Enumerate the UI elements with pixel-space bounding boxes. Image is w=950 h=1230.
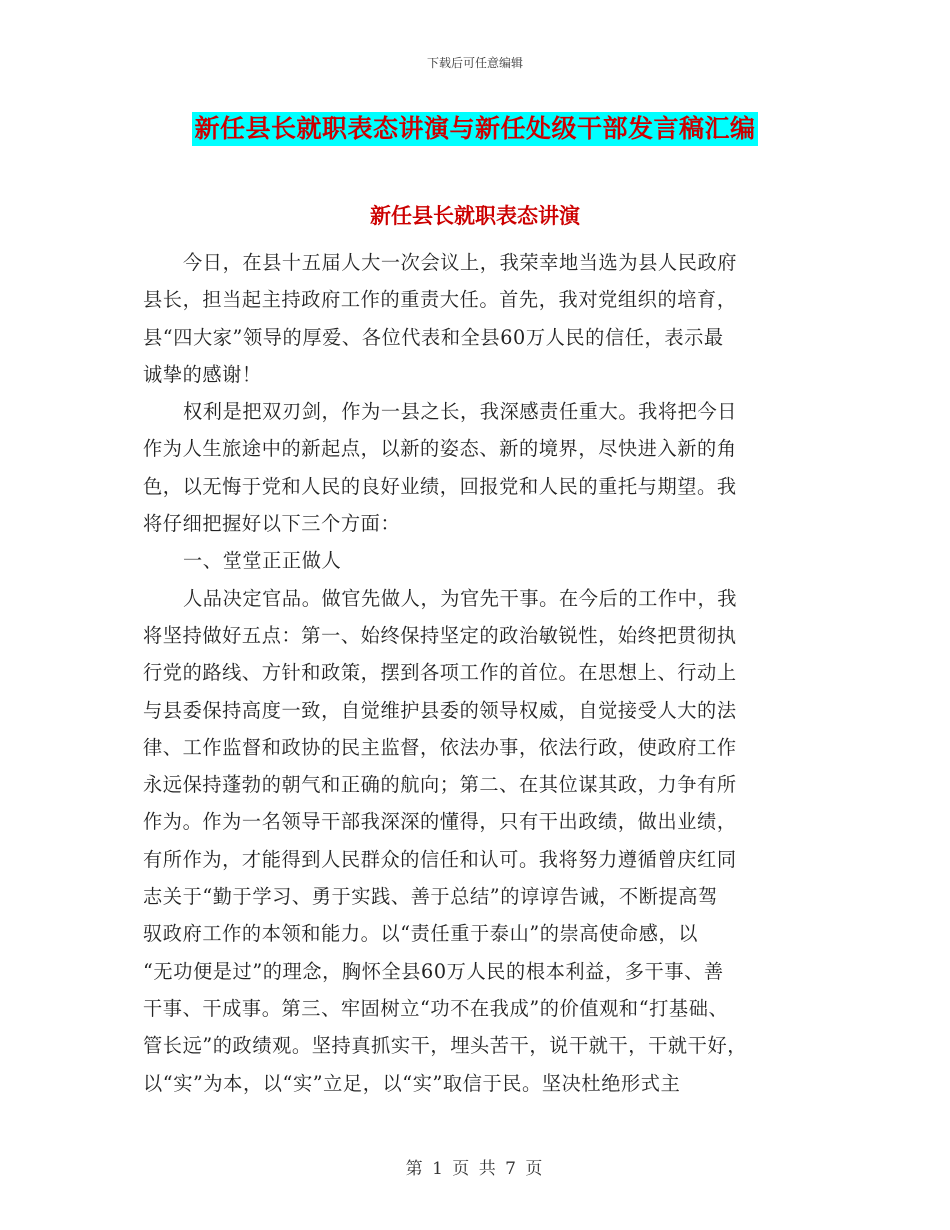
body-text-line: 将仔细把握好以下三个方面： bbox=[143, 512, 401, 536]
body-text-line: 以“实”为本，以“实”立足，以“实”取信于民。坚决杜绝形式主 bbox=[143, 1071, 681, 1095]
body-text-line: 与县委保持高度一致，自觉维护县委的领导权威，自觉接受人大的法 bbox=[143, 698, 737, 722]
section-title: 新任县长就职表态讲演 bbox=[370, 203, 580, 228]
body-text-line: 干事、干成事。第三、牢固树立“功不在我成”的价值观和“打基础、 bbox=[143, 996, 729, 1020]
page-header-note: 下载后可任意编辑 bbox=[426, 56, 523, 70]
body-text-line: 永远保持蓬勃的朝气和正确的航向；第二、在其位谋其政，力争有所 bbox=[143, 773, 737, 797]
body-text-line: 管长远”的政绩观。坚持真抓实干，埋头苦干，说干就干，干就干好， bbox=[143, 1034, 748, 1058]
document-title-wrapper bbox=[0, 112, 950, 146]
body-text-line: 县长，担当起主持政府工作的重责大任。首先，我对党组织的培育， bbox=[143, 288, 737, 312]
body-text-line: 作为人生旅途中的新起点，以新的姿态、新的境界，尽快进入新的角 bbox=[143, 437, 737, 461]
body-text-line: 作为。作为一名领导干部我深深的懂得，只有干出政绩，做出业绩， bbox=[143, 810, 737, 834]
body-text-line: 今日，在县十五届人大一次会议上，我荣幸地当选为县人民政府 bbox=[183, 251, 738, 274]
body-text-line: 县“四大家”领导的厚爱、各位代表和全县60万人民的信任，表示最 bbox=[143, 325, 724, 349]
document-body bbox=[143, 244, 805, 1102]
page-number-footer: 第 1 页 共 7 页 bbox=[405, 1159, 545, 1179]
body-text-line: 人品决定官品。做官先做人，为官先干事。在今后的工作中，我 bbox=[183, 586, 738, 610]
body-text-line: 律、工作监督和政协的民主监督，依法办事，依法行政，使政府工作 bbox=[143, 735, 737, 759]
body-text-line: 有所作为，才能得到人民群众的信任和认可。我将努力遵循曾庆红同 bbox=[143, 847, 737, 871]
body-text-line: 驭政府工作的本领和能力。以“责任重于泰山”的崇高使命感，以 bbox=[143, 922, 699, 946]
body-text-line: “无功便是过”的理念，胸怀全县60万人民的根本利益，多干事、善 bbox=[143, 959, 724, 983]
document-title: 新任县长就职表态讲演与新任处级干部发言稿汇编 bbox=[192, 112, 757, 146]
body-text-line: 一、堂堂正正做人 bbox=[183, 549, 342, 573]
body-text-line: 色，以无悔于党和人民的良好业绩，回报党和人民的重托与期望。我 bbox=[143, 474, 737, 498]
body-text-line: 诚挚的感谢！ bbox=[143, 362, 262, 386]
body-text-line: 将坚持做好五点：第一、始终保持坚定的政治敏锐性，始终把贯彻执 bbox=[143, 623, 737, 647]
body-text-line: 行党的路线、方针和政策，摆到各项工作的首位。在思想上、行动上 bbox=[143, 661, 737, 685]
body-text-line: 志关于“勤于学习、勇于实践、善于总结”的谆谆告诫，不断提高驾 bbox=[143, 885, 718, 909]
body-text-line: 权利是把双刃剑，作为一县之长，我深感责任重大。我将把今日 bbox=[183, 400, 738, 424]
